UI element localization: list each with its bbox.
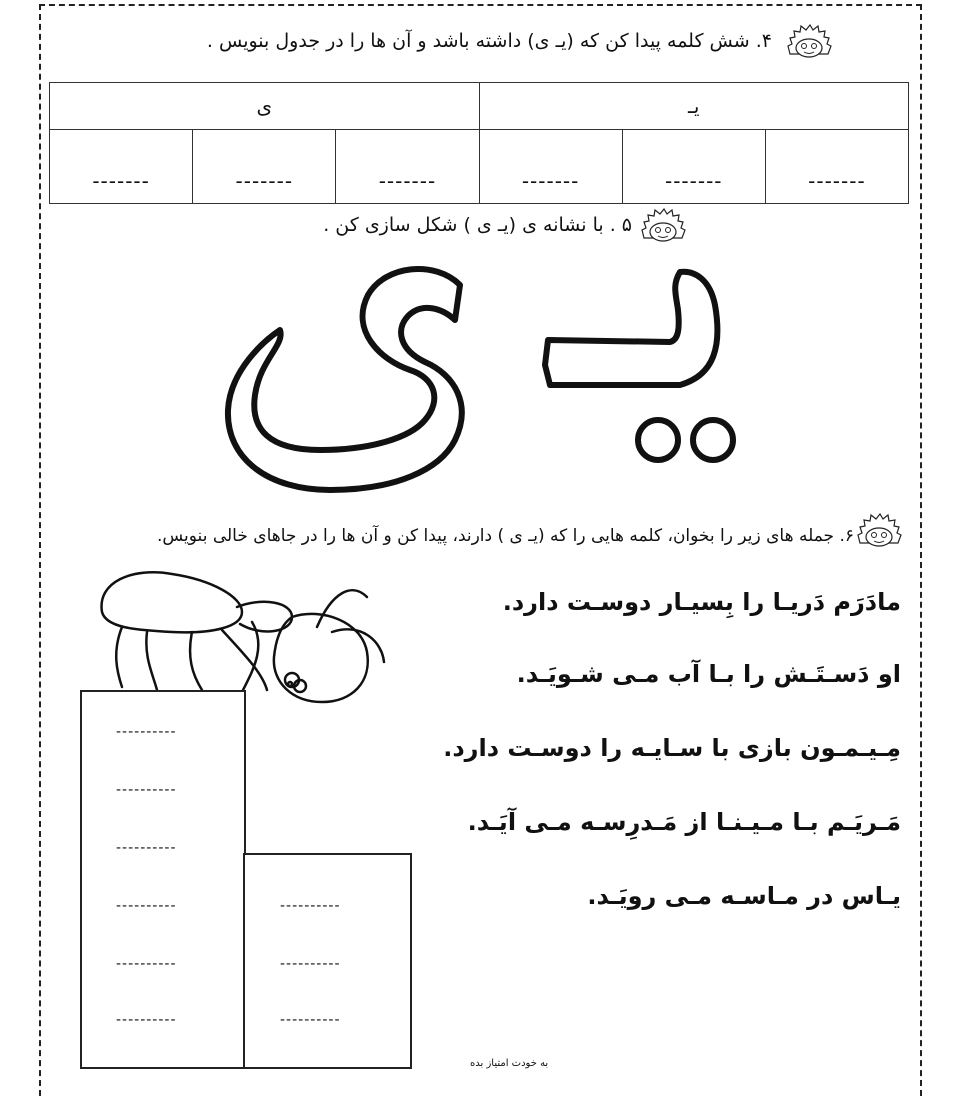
table-blank-cell[interactable]: -------: [193, 130, 336, 204]
hedgehog-icon: [786, 24, 832, 60]
big-letter-outlines: [210, 250, 750, 500]
sentence-2: او دَسـتَـش را بـا آب مـی شـویَـد.: [516, 660, 901, 688]
answer-blank[interactable]: ----------: [116, 956, 177, 972]
sentence-1: مادَرَم دَریـا را بِسیـار دوسـت دارد.: [502, 588, 901, 616]
question-6-title: ۶. جمله های زیر را بخوان، کلمه هایی را که (یـ ی ) دارند، پیدا کن و آن ها را در جاهای خالی بنویس.: [156, 526, 854, 546]
hedgehog-icon: [640, 208, 686, 244]
answer-blank[interactable]: ----------: [116, 840, 177, 856]
table-header-medial: یـ: [479, 83, 908, 130]
table-blank-cell[interactable]: -------: [479, 130, 622, 204]
big-letter-final-ye: [228, 269, 462, 490]
answer-blank[interactable]: ----------: [280, 1012, 341, 1028]
answer-blank[interactable]: ----------: [280, 956, 341, 972]
answer-blank[interactable]: ----------: [116, 1012, 177, 1028]
question-4-title: ۴. شش کلمه پیدا کن که (یـ ی) داشته باشد و آن ها را در جدول بنویس .: [206, 30, 772, 52]
sentence-4: مَـریَـم بـا مـیـنـا از مَـدرِسـه مـی آیَـد.: [467, 808, 901, 836]
table-header-final: ی: [50, 83, 480, 130]
table-blank-cell[interactable]: -------: [50, 130, 193, 204]
answer-blank[interactable]: ----------: [116, 898, 177, 914]
question-5-title: ۵ . با نشانه ی (یـ ی ) شکل سازی کن .: [323, 214, 632, 236]
answer-blank[interactable]: ----------: [116, 724, 177, 740]
table-blank-cell[interactable]: -------: [622, 130, 765, 204]
word-table: [49, 82, 909, 204]
answer-blank[interactable]: ----------: [116, 782, 177, 798]
answer-blank[interactable]: ----------: [280, 898, 341, 914]
big-letter-medial-ye: [545, 272, 733, 460]
self-score-caption: به خودت امتیاز بده: [470, 1058, 549, 1069]
sentence-5: یـاس در مـاسـه مـی رویَـد.: [587, 882, 901, 910]
table-blank-cell[interactable]: -------: [336, 130, 479, 204]
hedgehog-icon: [856, 513, 902, 549]
sentence-3: مِـیـمـون بازی با سـایـه را دوسـت دارد.: [443, 734, 901, 762]
table-blank-cell[interactable]: -------: [765, 130, 908, 204]
